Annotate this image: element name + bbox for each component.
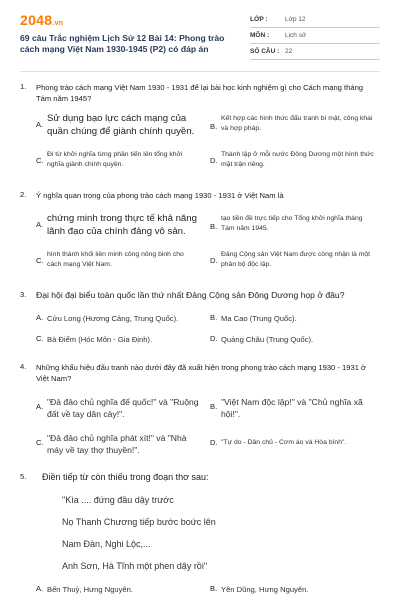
poem-line: Nam Đàn, Nghi Lộc,...: [62, 539, 151, 549]
poem-line: Nọ Thanh Chương tiếp bước boức lên: [62, 517, 216, 527]
question-text: Những khẩu hiệu đấu tranh nào dưới đây đã xuất hiện trong phong trào cách mạng 1930 - 1931 ở Việt Nam?: [36, 363, 367, 383]
question-5: 5. Điền tiếp từ còn thiếu trong đoạn thơ sau:: [20, 472, 380, 597]
page-header: [0, 0, 400, 70]
document-meta: [250, 14, 380, 62]
question-4: 4. Những khẩu hiệu đấu tranh nào dưới đây đã xuất hiện trong phong trào cách mạng 1930 - 1931 ở Việt Nam? A. "Đả đảo chủ nghĩa đế quốc!" và "Ruộng đất về tay dân cày!". B. "Việt Nam độc lập!" và "Chủ nghĩa xã hội!". C. "Đả đảo chủ nghĩa phát xít!" và "Nhà máy về tay thợ thuyền!". D. "Tự do - Dân chủ - Cơm áo và Hòa bình".: [20, 362, 380, 462]
question-3: 3. Đại hội đại biểu toàn quốc lần thứ nhất Đảng Cộng sản Đông Dương họp ở đâu? A. Cửu Long (Hương Cảng, Trung Quốc). B. Ma Cao (Trung Quốc). C. Bà Điểm (Hóc Môn - Gia Định). D. Quảng Châu (Trung Quốc).: [20, 290, 380, 350]
poem-line: Anh Sơn, Hà Tĩnh một phen dậy rồi": [62, 561, 208, 571]
site-logo[interactable]: 2048.vn: [20, 12, 64, 28]
poem-line: "Kìa .... đứng đầu dậy trước: [62, 495, 174, 505]
question-1: 1. Phong trào cách mạng Việt Nam 1930 - 1931 để lại bài học kinh nghiệm gì cho Cách mạng tháng Tám năm 1945? A. Sử dụng bạo lực cách mạng của quần chúng để giành chính quyền. B. Kết hợp các hình thức đấu tranh bí mật, công khai và hợp pháp. C. Đi từ khởi nghĩa từng phần tiến lên tổng khởi nghĩa giành chính quyền. D. Thành lập ở mỗi nước Đông Dương một hình thức mặt trận riêng.: [20, 82, 380, 187]
document-title: 69 câu Trắc nghiệm Lịch Sử 12 Bài 14: Phong trào cách mạng Việt Nam 1930-1945 (P2) có đáp án: [20, 33, 225, 54]
question-2: 2. Ý nghĩa quan trọng của phong trào cách mạng 1930 - 1931 ở Việt Nam là A. chứng minh trong thực tế khả năng lãnh đạo của chính đảng vô sản. B. tạo tiền đề trực tiếp cho Tổng khởi nghĩa tháng Tám năm 1945. C. hình thành khối liên minh công nông binh cho cách mạng Việt Nam. D. Đảng Cộng sản Việt Nam được công nhận là một phân bộ độc lập.: [20, 190, 380, 285]
question-text: Điền tiếp từ còn thiếu trong đoạn thơ sau:: [42, 472, 209, 482]
meta-row-count: SỐ CÂU : 22: [250, 46, 380, 60]
meta-row-class: LỚP : Lớp 12: [250, 14, 380, 28]
question-text: Phong trào cách mạng Việt Nam 1930 - 1931 để lại bài học kinh nghiệm gì cho Cách mạng tháng Tám năm 1945?: [36, 83, 364, 103]
question-text: Ý nghĩa quan trọng của phong trào cách mạng 1930 - 1931 ở Việt Nam là: [36, 191, 284, 200]
meta-row-subject: MÔN : Lịch sử: [250, 30, 380, 44]
question-text: Đại hội đại biểu toàn quốc lần thứ nhất Đảng Cộng sản Đông Dương họp ở đâu?: [36, 290, 345, 300]
header-divider: [20, 71, 380, 72]
